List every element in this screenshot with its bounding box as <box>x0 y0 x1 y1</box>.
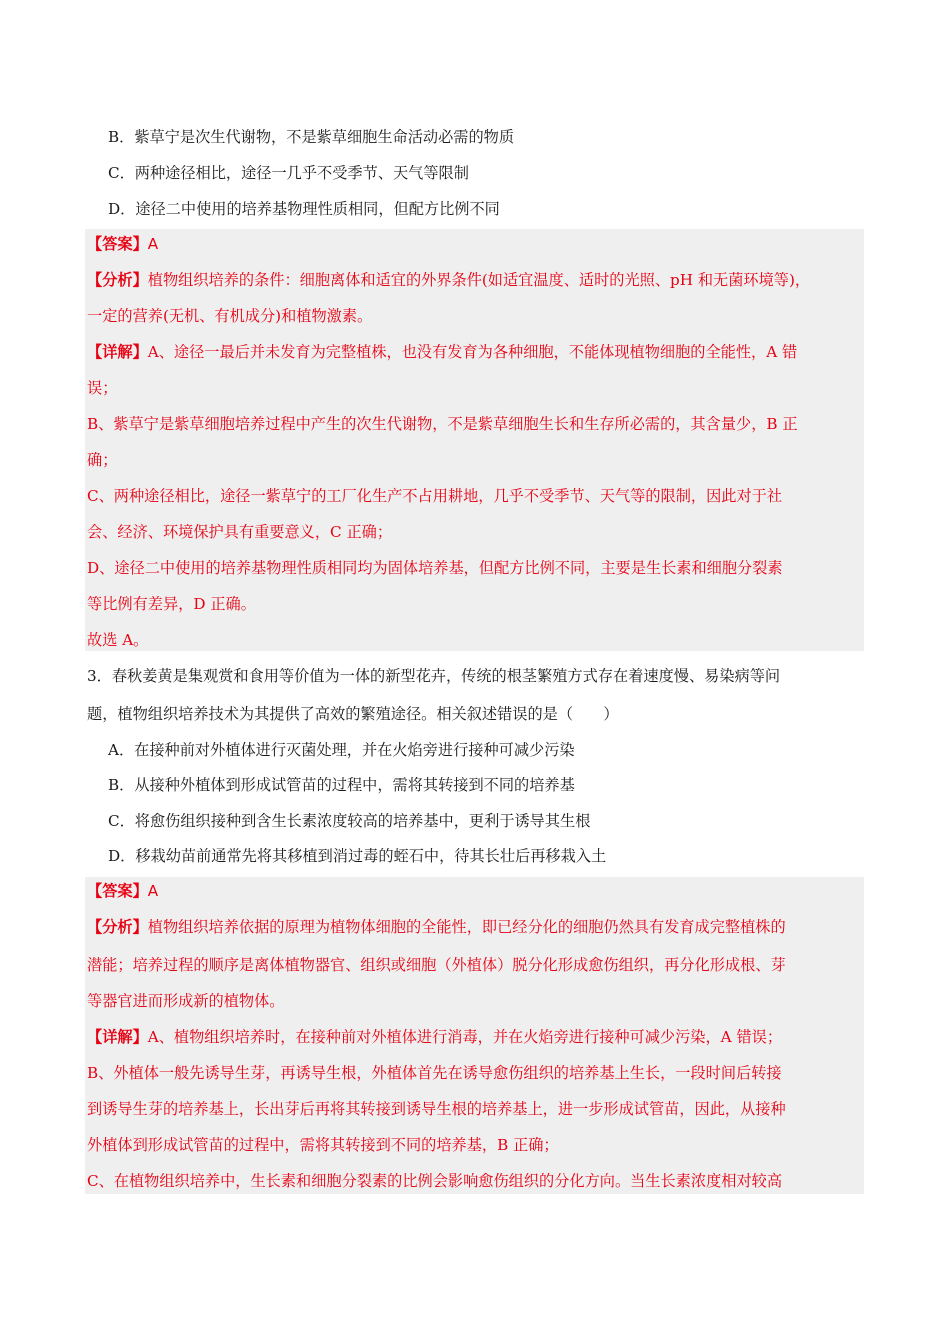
q3-option-a: A．在接种前对外植体进行灭菌处理，并在火焰旁进行接种可减少污染 <box>108 741 575 759</box>
analysis-tag: 【分析】 <box>87 271 148 289</box>
q2-detail-line: 会、经济、环境保护具有重要意义，C 正确； <box>87 523 393 541</box>
q3-answer <box>87 881 158 901</box>
q3-detail-line: B、外植体一般先诱导生芽，再诱导生根，外植体首先在诱导愈伤组织的培养基上生长，一段时间后转接 <box>87 1064 782 1082</box>
answer-value: A <box>147 235 159 253</box>
q3-option-d: D．移栽幼苗前通常先将其移植到消过毒的蛭石中，待其长壮后再移栽入土 <box>108 847 607 865</box>
q2-detail-line: C、两种途径相比，途径一紫草宁的工厂化生产不占用耕地，几乎不受季节、天气等的限制，因此对于社 <box>87 487 783 505</box>
detail-text: A、途径一最后并未发育为完整植株，也没有发育为各种细胞，不能体现植物细胞的全能性，A 错 <box>147 343 798 361</box>
q3-option-c: C．将愈伤组织接种到含生长素浓度较高的培养基中，更利于诱导其生根 <box>108 812 591 830</box>
analysis-text: 植物组织培养依据的原理为植物体细胞的全能性，即已经分化的细胞仍然具有发育成完整植株的 <box>147 918 786 936</box>
q2-option-b: B．紫草宁是次生代谢物，不是紫草细胞生命活动必需的物质 <box>108 128 515 146</box>
q3-analysis-cont: 等器官进而形成新的植物体。 <box>87 992 285 1010</box>
q3-option-b: B．从接种外植体到形成试管苗的过程中，需将其转接到不同的培养基 <box>108 776 575 794</box>
q2-analysis-cont: 一定的营养(无机、有机成分)和植物激素。 <box>87 307 373 325</box>
q2-detail-line: D、途径二中使用的培养基物理性质相同均为固体培养基，但配方比例不同，主要是生长素和细胞分裂素 <box>87 559 783 577</box>
q2-detail-line: 等比例有差异，D 正确。 <box>87 595 256 613</box>
q2-detail-line: 误； <box>87 379 118 397</box>
q2-detail <box>87 342 797 362</box>
q3-detail <box>87 1027 782 1047</box>
answer-tag: 【答案】 <box>87 882 148 900</box>
q3-analysis-cont: 潜能；培养过程的顺序是离体植物器官、组织或细胞（外植体）脱分化形成愈伤组织，再分化形成根、芽 <box>87 956 786 974</box>
q3-stem-cont: 题，植物组织培养技术为其提供了高效的繁殖途径。相关叙述错误的是（ ） <box>87 705 619 723</box>
q3-detail-line: 到诱导生芽的培养基上，长出芽后再将其转接到诱导生根的培养基上，进一步形成试管苗，因此，从接种 <box>87 1100 786 1118</box>
analysis-tag: 【分析】 <box>87 918 148 936</box>
q3-detail-line: C、在植物组织培养中，生长素和细胞分裂素的比例会影响愈伤组织的分化方向。当生长素浓度相对较高 <box>87 1172 783 1190</box>
q2-conclusion: 故选 A。 <box>87 631 149 649</box>
q2-option-d: D．途径二中使用的培养基物理性质相同，但配方比例不同 <box>108 200 500 218</box>
q2-analysis <box>87 270 810 290</box>
q2-detail-line: 确； <box>87 451 118 469</box>
q2-solution-box <box>85 229 864 651</box>
detail-tag: 【详解】 <box>87 343 148 361</box>
q2-option-c: C．两种途径相比，途径一几乎不受季节、天气等限制 <box>108 164 469 182</box>
q2-detail-line: B、紫草宁是紫草细胞培养过程中产生的次生代谢物，不是紫草细胞生长和生存所必需的，其含量少，B 正 <box>87 415 798 433</box>
answer-tag: 【答案】 <box>87 235 148 253</box>
detail-text: A、植物组织培养时，在接种前对外植体进行消毒，并在火焰旁进行接种可减少污染，A 错误； <box>147 1028 783 1046</box>
analysis-text: 植物组织培养的条件：细胞离体和适宜的外界条件(如适宜温度、适时的光照、pH 和无菌环境等)， <box>147 271 811 289</box>
q3-stem: 3．春秋姜黄是集观赏和食用等价值为一体的新型花卉，传统的根茎繁殖方式存在着速度慢、易染病等问 <box>87 667 781 685</box>
q2-answer <box>87 234 158 254</box>
answer-value: A <box>147 882 159 900</box>
detail-tag: 【详解】 <box>87 1028 148 1046</box>
q3-analysis <box>87 917 786 937</box>
q3-detail-line: 外植体到形成试管苗的过程中，需将其转接到不同的培养基，B 正确； <box>87 1136 559 1154</box>
